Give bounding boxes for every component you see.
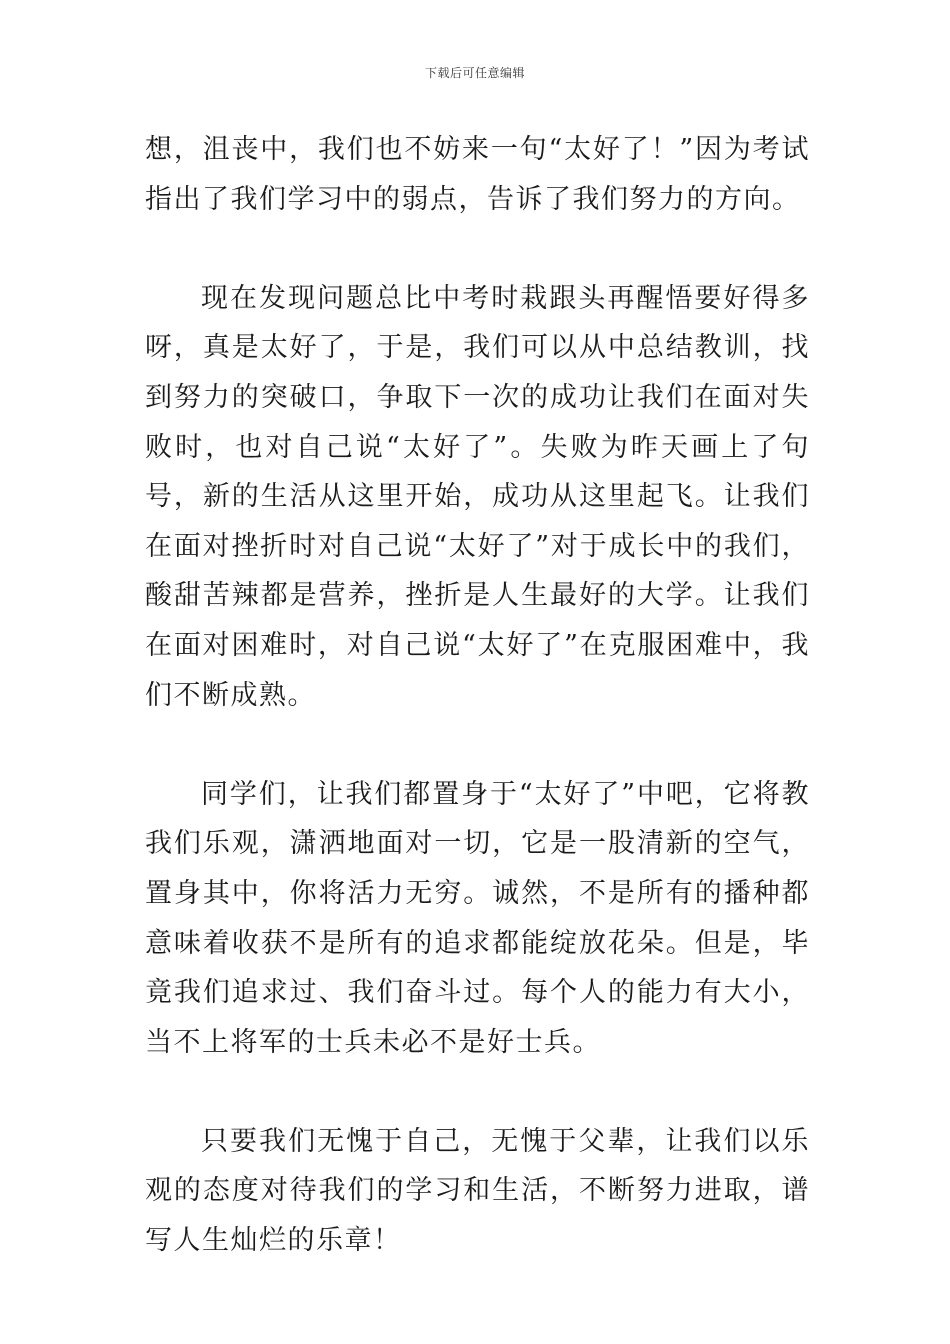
document-body <box>145 125 810 1315</box>
paragraph: 只要我们无愧于自己，无愧于父辈，让我们以乐观的态度对待我们的学习和生活，不断努力进取，谱写人生灿烂的乐章！ <box>145 1125 810 1257</box>
paragraph: 同学们，让我们都置身于“太好了”中吧，它将教我们乐观，潇洒地面对一切，它是一股清新的空气，置身其中，你将活力无穷。诚然，不是所有的播种都意味着收获不是所有的追求都能绽放花朵。但是，毕竟我们追求过、我们奋斗过。每个人的能力有大小，当不上将军的士兵未必不是好士兵。 <box>145 778 810 1058</box>
paragraph-continuation: 想，沮丧中，我们也不妨来一句“太好了！”因为考试指出了我们学习中的弱点，告诉了我们努力的方向。 <box>145 134 810 215</box>
paragraph: 现在发现问题总比中考时栽跟头再醒悟要好得多呀，真是太好了，于是，我们可以从中总结教训，找到努力的突破口，争取下一次的成功让我们在面对失败时，也对自己说“太好了”。失败为昨天画上了句号，新的生活从这里开始，成功从这里起飞。让我们在面对挫折时对自己说“太好了”对于成长中的我们，酸甜苦辣都是营养，挫折是人生最好的大学。让我们在面对困难时，对自己说“太好了”在克服困难中，我们不断成熟。 <box>145 282 810 711</box>
page-header: 下载后可任意编辑 <box>424 66 525 80</box>
